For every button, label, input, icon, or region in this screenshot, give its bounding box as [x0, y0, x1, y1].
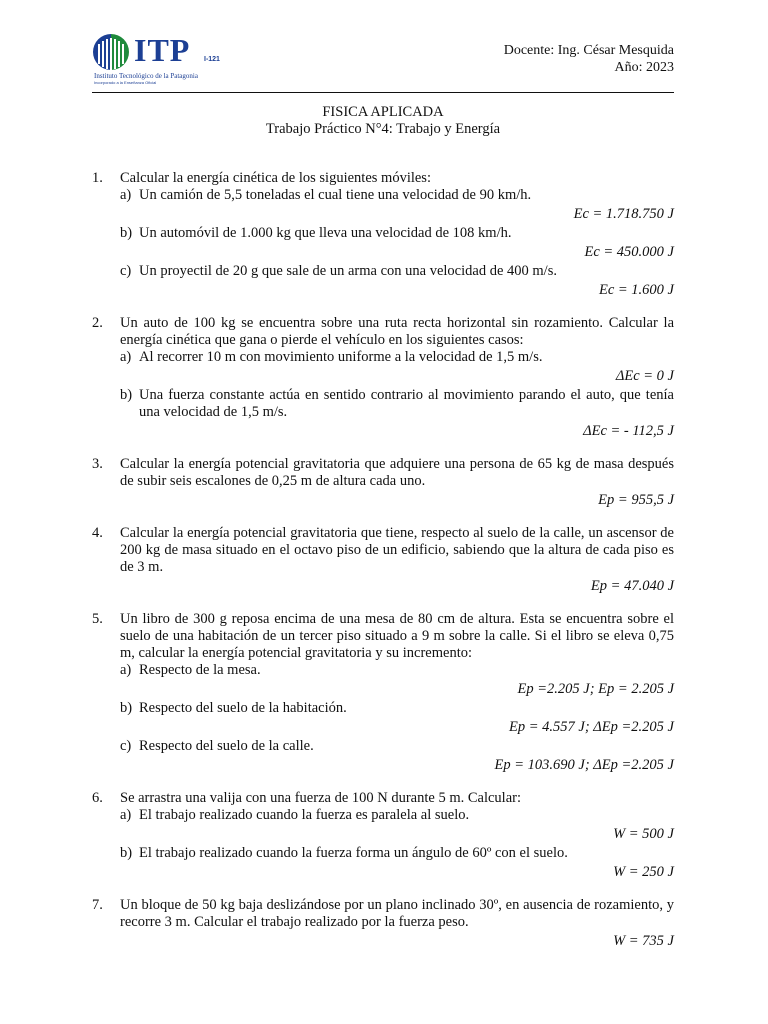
- part-label: c): [120, 263, 132, 279]
- question-item: [92, 790, 674, 881]
- part-text: Un automóvil de 1.000 kg que lleva una velocidad de 108 km/h.: [139, 225, 512, 241]
- logo-institution-name: Instituto Tecnológico de la Patagonia: [94, 72, 198, 80]
- question-text: Un auto de 100 kg se encuentra sobre una ruta recta horizontal sin rozamiento. Calcular la energía cinética que gana o pierde el vehículo en los siguientes casos:: [120, 315, 674, 348]
- part-label: a): [120, 187, 132, 203]
- assignment-title: Trabajo Práctico N°4: Trabajo y Energía: [265, 121, 501, 137]
- question-item: [92, 897, 674, 950]
- question-part: [120, 187, 674, 204]
- page-header: [92, 30, 674, 94]
- question-text: Calcular la energía potencial gravitatoria que adquiere una persona de 65 kg de masa después de subir seis escalones de 0,25 m de altura cada uno.: [120, 456, 674, 489]
- question-part: [120, 387, 674, 421]
- question-part: [120, 349, 674, 366]
- part-label: a): [120, 349, 132, 365]
- part-answer: Ec = 1.718.750 J: [573, 206, 674, 222]
- part-answer: Ep =2.205 J; Ep = 2.205 J: [517, 681, 674, 697]
- question-item: [92, 170, 674, 299]
- question-number: 2.: [92, 315, 103, 331]
- question-part: [120, 263, 674, 280]
- question-text: Calcular la energía potencial gravitatoria que tiene, respecto al suelo de la calle, un ascensor de 200 kg de masa situado en el octavo piso de un edificio, sabiendo que la altura de cada piso es de 3 m.: [120, 525, 674, 575]
- question-number: 5.: [92, 611, 103, 627]
- itp-logo: [92, 30, 252, 86]
- question-item: [92, 525, 674, 595]
- part-label: b): [120, 845, 133, 861]
- part-answer: Ec = 1.600 J: [598, 282, 674, 298]
- question-part: [120, 700, 674, 717]
- question-part: [120, 807, 674, 824]
- part-answer: W = 500 J: [613, 826, 674, 842]
- part-label: c): [120, 738, 132, 754]
- question-answer: Ep = 47.040 J: [590, 578, 674, 594]
- header-meta: [504, 42, 674, 76]
- question-answer: W = 735 J: [613, 933, 674, 949]
- part-text: Un camión de 5,5 toneladas el cual tiene una velocidad de 90 km/h.: [139, 187, 532, 203]
- part-label: b): [120, 225, 133, 241]
- part-answer: ΔEc = - 112,5 J: [583, 423, 674, 439]
- question-text: Se arrastra una valija con una fuerza de 100 N durante 5 m. Calcular:: [120, 790, 522, 806]
- question-part: [120, 662, 674, 679]
- part-text: El trabajo realizado cuando la fuerza es paralela al suelo.: [139, 807, 470, 823]
- itp-logo-icon: [92, 32, 130, 72]
- part-text: Al recorrer 10 m con movimiento uniforme a la velocidad de 1,5 m/s.: [139, 349, 543, 365]
- question-number: 1.: [92, 170, 103, 186]
- year: Año: 2023: [614, 60, 674, 75]
- question-number: 4.: [92, 525, 103, 541]
- course-name: FISICA APLICADA: [322, 104, 444, 120]
- question-number: 7.: [92, 897, 103, 913]
- question-list: [92, 170, 674, 966]
- question-text: Un bloque de 50 kg baja deslizándose por un plano inclinado 30º, en ausencia de rozamiento, y recorre 3 m. Calcular el trabajo realizado por la fuerza peso.: [120, 897, 674, 930]
- question-part: [120, 738, 674, 755]
- part-text: Respecto del suelo de la habitación.: [139, 700, 347, 716]
- part-text: Respecto de la mesa.: [139, 662, 261, 678]
- question-text: Un libro de 300 g reposa encima de una mesa de 80 cm de altura. Esta se encuentra sobre el suelo de una habitación de un tercer piso situado a 9 m sobre la calle. Si el libro se eleva 0,75 m, calcular la energía potencial gravitatoria y su incremento:: [120, 611, 674, 661]
- part-text: El trabajo realizado cuando la fuerza forma un ángulo de 60º con el suelo.: [139, 845, 568, 861]
- question-item: [92, 611, 674, 774]
- part-text: Una fuerza constante actúa en sentido contrario al movimiento parando el auto, que tenía una velocidad de 1,5 m/s.: [139, 387, 674, 420]
- question-item: [92, 315, 674, 440]
- part-label: a): [120, 807, 132, 823]
- question-answer: Ep = 955,5 J: [598, 492, 674, 508]
- part-answer: Ec = 450.000 J: [584, 244, 674, 260]
- part-answer: ΔEc = 0 J: [615, 368, 674, 384]
- logo-institution-tagline: Incorporado a la Enseñanza Oficial: [94, 80, 157, 85]
- question-item: [92, 456, 674, 509]
- header-rule: [92, 92, 674, 93]
- part-answer: Ep = 103.690 J; ΔEp =2.205 J: [494, 757, 674, 773]
- teacher-name: Docente: Ing. César Mesquida: [503, 43, 674, 58]
- question-number: 6.: [92, 790, 103, 806]
- part-answer: W = 250 J: [613, 864, 674, 880]
- part-label: a): [120, 662, 132, 678]
- question-number: 3.: [92, 456, 103, 472]
- document-title: [92, 104, 674, 138]
- part-text: Respecto del suelo de la calle.: [139, 738, 314, 754]
- logo-superscript: I-121: [204, 56, 220, 63]
- part-label: b): [120, 700, 133, 716]
- question-text: Calcular la energía cinética de los siguientes móviles:: [120, 170, 431, 186]
- part-text: Un proyectil de 20 g que sale de un arma con una velocidad de 400 m/s.: [139, 263, 557, 279]
- part-label: b): [120, 387, 133, 403]
- question-part: [120, 225, 674, 242]
- logo-text: ITP: [134, 32, 191, 68]
- question-part: [120, 845, 674, 862]
- part-answer: Ep = 4.557 J; ΔEp =2.205 J: [509, 719, 674, 735]
